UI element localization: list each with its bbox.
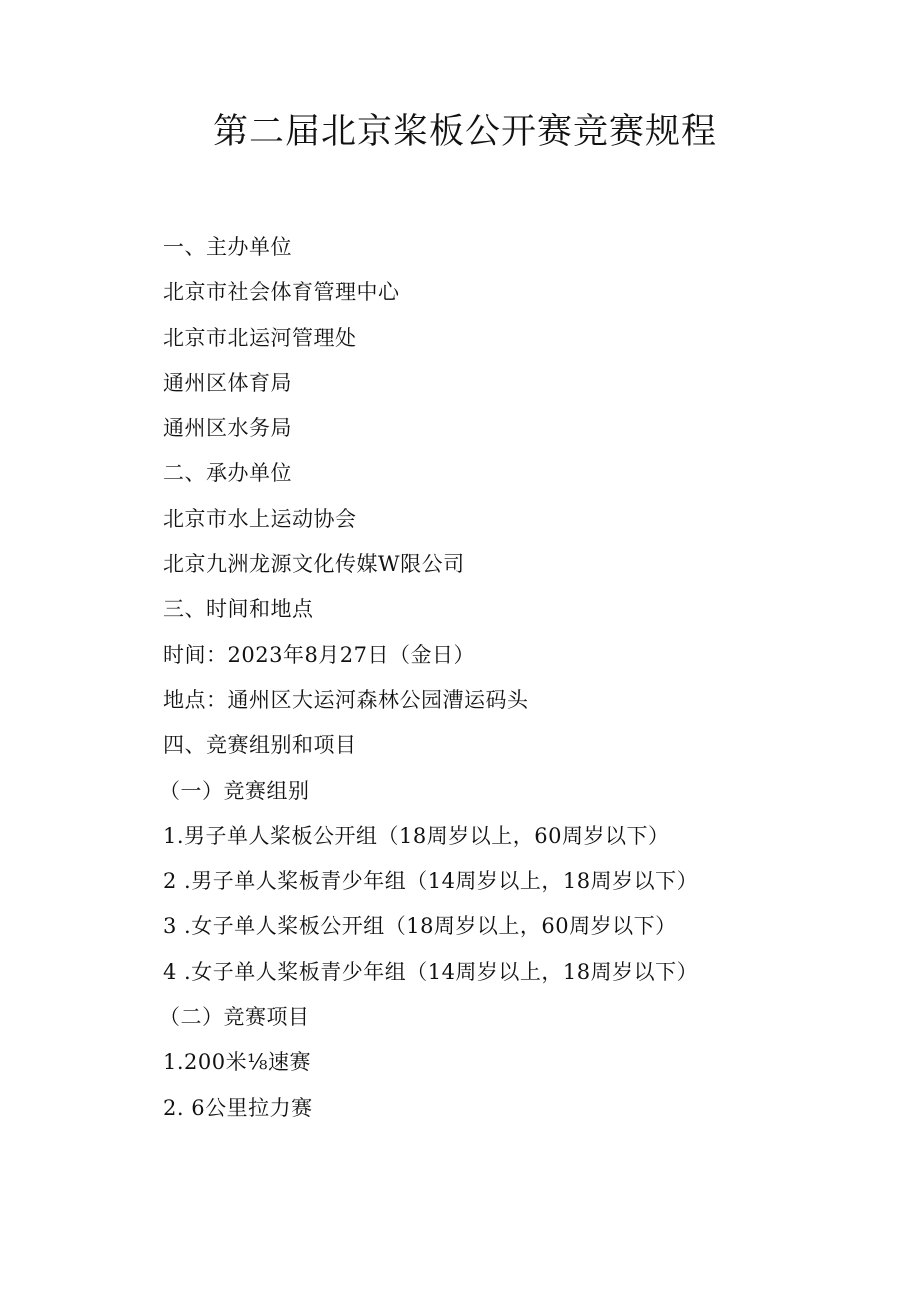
host-line: 北京市水上运动协会 xyxy=(163,506,357,531)
section-heading-time-place: 三、时间和地点 xyxy=(163,597,314,622)
event-item: 2. 6公里拉力赛 xyxy=(163,1095,313,1120)
organizer-line: 通州区水务局 xyxy=(163,416,292,441)
section-heading-hosts: 二、承办单位 xyxy=(163,461,292,486)
group-item: 1.男子单人桨板公开组（18周岁以上，60周岁以下） xyxy=(163,823,670,848)
group-item: 2 .男子单人桨板青少年组（14周岁以上，18周岁以下） xyxy=(163,869,699,894)
host-line: 北京九洲龙源文化传媒W限公司 xyxy=(163,552,465,577)
document-title: 第二届北京桨板公开赛竞赛规程 xyxy=(212,112,717,152)
event-item: 1.200米⅛速赛 xyxy=(163,1050,311,1075)
time-line: 时间：2023年8月27日（金日） xyxy=(163,642,476,667)
document-body xyxy=(159,225,883,1131)
subsection-heading-groups: （一）竞赛组别 xyxy=(159,778,310,803)
subsection-heading-events: （二）竞赛项目 xyxy=(159,1005,310,1030)
organizer-line: 北京市北运河管理处 xyxy=(163,325,357,350)
section-heading-groups-events: 四、竞赛组别和项目 xyxy=(163,733,357,758)
section-heading-organizers: 一、主办单位 xyxy=(163,235,292,259)
group-item: 3 .女子单人桨板公开组（18周岁以上，60周岁以下） xyxy=(163,914,677,939)
organizer-line: 北京市社会体育管理中心 xyxy=(163,280,400,305)
place-line: 地点：通州区大运河森林公园漕运码头 xyxy=(163,687,529,712)
group-item: 4 .女子单人桨板青少年组（14周岁以上，18周岁以下） xyxy=(163,959,699,984)
organizer-line: 通州区体育局 xyxy=(163,370,292,395)
